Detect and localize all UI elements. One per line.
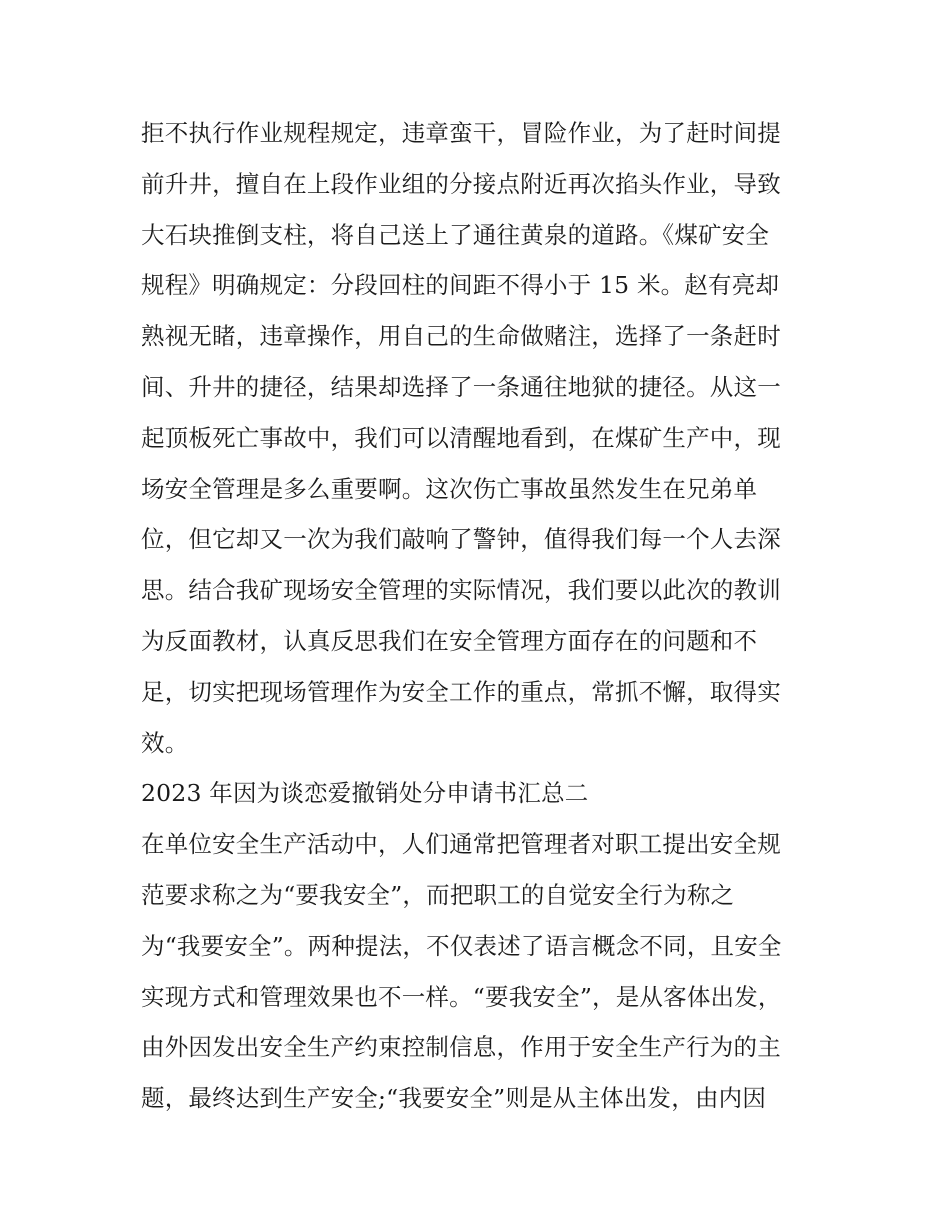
text-line: 拒不执行作业规程规定，违章蛮干，冒险作业，为了赶时间提 [141, 119, 781, 147]
text-line: 为“我要安全”。两种提法，不仅表述了语言概念不同，且安全 [141, 931, 782, 960]
text-line: 位，但它却又一次为我们敲响了警钟，值得我们每一个人去深 [141, 525, 781, 554]
text-line: 熟视无睹，违章操作，用自己的生命做赌注，选择了一条赶时 [141, 322, 781, 351]
document-body [141, 108, 821, 1124]
section-heading: 2023 年因为谈恋爱撤销处分申请书汇总二 [141, 779, 589, 808]
text-line: 效。 [141, 728, 189, 757]
text-line: 起顶板死亡事故中，我们可以清醒地看到，在煤矿生产中，现 [141, 423, 781, 452]
text-line: 思。结合我矿现场安全管理的实际情况，我们要以此次的教训 [141, 576, 781, 605]
text-line: 范要求称之为“要我安全”，而把职工的自觉安全行为称之 [141, 880, 735, 909]
text-line: 足，切实把现场管理作为安全工作的重点，常抓不懈，取得实 [141, 677, 781, 706]
text-line: 为反面教材，认真反思我们在安全管理方面存在的问题和不 [141, 626, 758, 655]
text-line: 由外因发出安全生产约束控制信息，作用于安全生产行为的主 [141, 1033, 781, 1062]
text-line: 规程》明确规定：分段回柱的间距不得小于 15 米。赵有亮却 [141, 271, 780, 300]
text-line: 间、升井的捷径，结果却选择了一条通往地狱的捷径。从这一 [141, 372, 781, 401]
text-line: 实现方式和管理效果也不一样。“要我安全”，是从客体出发， [141, 982, 782, 1011]
text-line: 在单位安全生产活动中，人们通常把管理者对职工提出安全规 [141, 830, 781, 859]
text-line: 题，最终达到生产安全;“我要安全”则是从主体出发，由内因 [141, 1084, 767, 1113]
text-line: 场安全管理是多么重要啊。这次伤亡事故虽然发生在兄弟单 [141, 474, 758, 503]
text-line: 大石块推倒支柱，将自己送上了通往黄泉的道路。《煤矿安全 [141, 220, 770, 249]
text-line: 前升井，擅自在上段作业组的分接点附近再次掐头作业，导致 [141, 169, 781, 198]
